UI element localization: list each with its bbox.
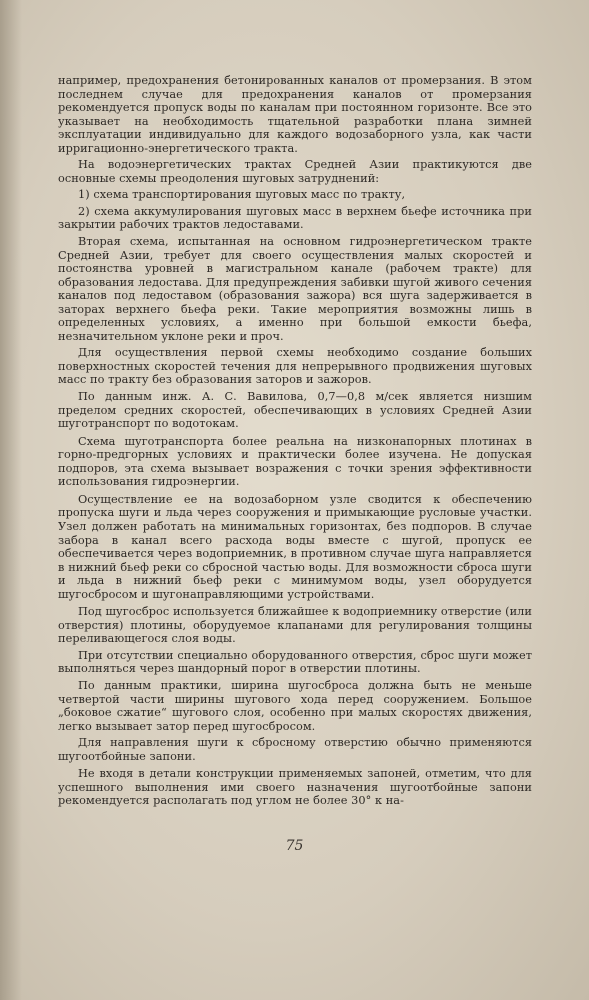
paragraph-7: Осуществление ее на водозаборном узле сводится к обеспечению пропуска шуги и льда через сооружения и примыкающие русловые участки. Узел должен работать на минимальных горизонтах, без подпоров. В случае забора в канал всего расхода воды вместе с шугой, пропуск ее обеспечивается через водоприемник, в противном случае шуга направляется в нижний бьеф реки со сбросной частью воды. Для возможности сброса шуги и льда в нижний бьеф реки с минимумом воды, узел оборудуется шугосбросом и шугонаправляющими устройствами. — [58, 492, 532, 601]
paragraph-6: Схема шуготранспорта более реальна на низконапорных плотинах в горно-предгорных условиях и практически более изучена. Не допуская подпоров, эта схема вызывает возражения с точки зрения эффективности использования гидроэнергии. — [58, 434, 532, 489]
paragraph-10: По данным практики, ширина шугосброса должна быть не меньше четвертой части ширины шугового хода перед сооружением. Большое „боковое сжатие“ шугового слоя, особенно при малых скоростях движения, легко вызывает затор перед шугосбросом. — [58, 678, 532, 733]
page-number: 75 — [285, 838, 304, 854]
paragraph-1: например, предохранения бетонированных каналов от промерзания. В этом последнем случае для предохранения каналов от промерзания рекомендуется пропуск воды по каналам при постоянном горизонте. Все это указывает на необходимость тщательной разработки плана зимней эксплуатации индивидуально для каждого водозаборного узла, как части ирригационно-энергетического тракта. — [58, 74, 532, 155]
paragraph-5: По данным инж. А. С. Вавилова, 0,7—0,8 м/сек является низшим пределом средних скоростей, обеспечивающих в условиях Средней Азии шуготранспорт по водотокам. — [58, 390, 532, 431]
paragraph-3: Вторая схема, испытанная на основном гидроэнергетическом тракте Средней Азии, требует для своего осуществления малых скоростей и постоянства уровней в магистральном канале (рабочем тракте) для образования ледостава. Для предупреждения забивки шугой живого сечения каналов под ледоставом (образования зажора) вся шуга задерживается в заторах верхнего бьефа реки. Такие мероприятия возможны лишь в определенных условиях, а именно при большой емкости бьефа, незначительном уклоне реки и проч. — [58, 235, 532, 343]
paragraph-11: Для направления шуги к сбросному отверстию обычно применяются шугоотбойные запони. — [58, 736, 532, 763]
paragraph-4: Для осуществления первой схемы необходимо создание больших поверхностных скоростей течения для непрерывного продвижения шуговых масс по тракту без образования заторов и зажоров. — [58, 346, 532, 387]
paragraph-2: На водоэнергетических трактах Средней Азии практикуются две основные схемы преодоления шуговых затруднений: — [58, 158, 532, 185]
list-item-1: 1) схема транспортирования шуговых масс по тракту, — [78, 188, 406, 202]
list-item-2: 2) схема аккумулирования шуговых масс в верхнем бьефе источника при закрытии рабочих трактов ледоставами. — [58, 204, 532, 232]
paragraph-12: Не входя в детали конструкции применяемых запоней, отметим, что для успешного выполнения ими своего назначения шугоотбойные запони рекомендуется располагать под углом не более 30° к на- — [58, 767, 532, 808]
paragraph-9: При отсутствии специально оборудованного отверстия, сброс шуги может выполняться через шандорный порог в отверстии плотины. — [58, 648, 532, 676]
body-text — [58, 74, 532, 811]
paragraph-8: Под шугосброс используется ближайшее к водоприемнику отверстие (или отверстия) плотины, оборудуемое клапанами для регулирования толщины переливающегося слоя воды. — [58, 605, 532, 646]
